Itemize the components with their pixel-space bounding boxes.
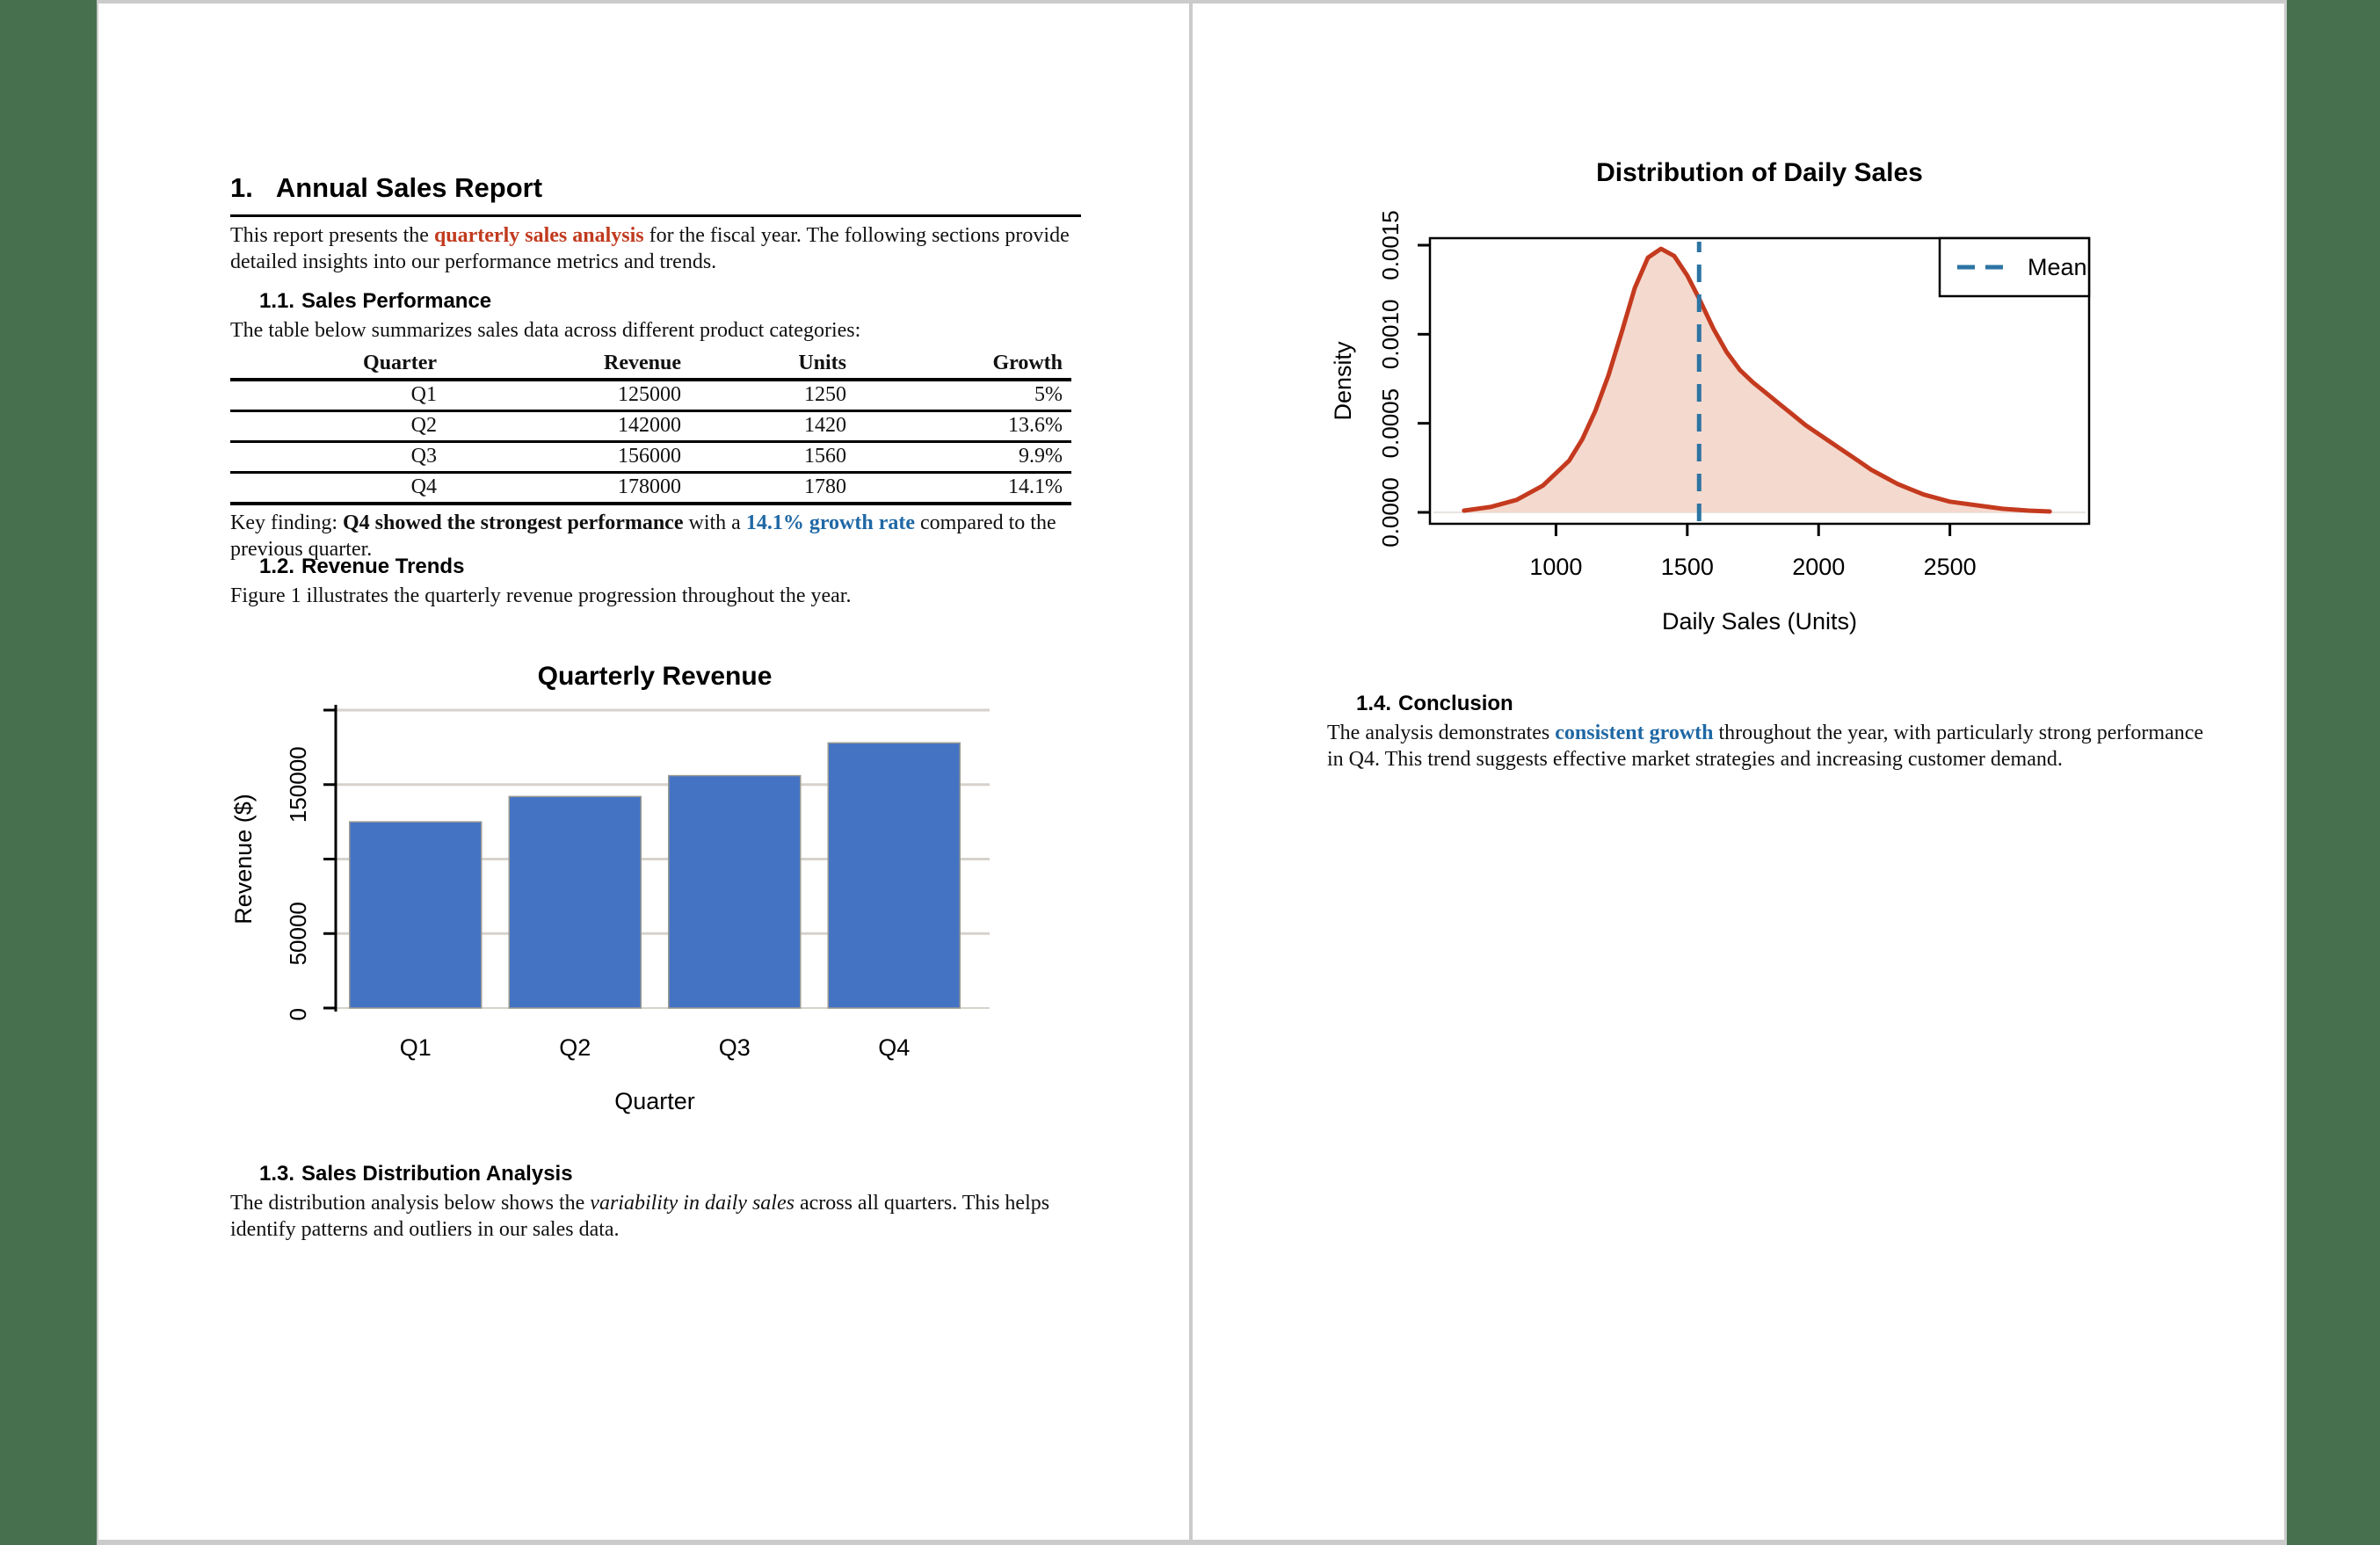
document-viewer <box>97 0 2287 1545</box>
table-header-cell: Revenue <box>446 350 690 380</box>
table-row <box>230 442 1071 473</box>
table-cell: Q1 <box>230 380 446 411</box>
document-page-1 <box>98 4 1189 1540</box>
s13-post: across all quarters. This helps identify patterns and outliers in our sales data. <box>230 1192 1050 1241</box>
table-cell: 178000 <box>446 473 690 504</box>
table-cell: 14.1% <box>855 473 1071 504</box>
s14-highlight: consistent growth <box>1555 722 1714 744</box>
report-title-number: 1. <box>230 172 253 203</box>
s13-pre: The distribution analysis below shows the <box>230 1192 591 1215</box>
table-header-cell: Units <box>690 350 855 380</box>
x-tick-label: 2500 <box>1923 554 1977 580</box>
report-title <box>230 172 542 204</box>
key-finding-bold: Q4 showed the strongest performance <box>342 511 684 534</box>
x-tick-label: 1000 <box>1529 554 1583 580</box>
x-tick-label: 2000 <box>1792 554 1846 580</box>
s14-post: throughout the year, with particularly strong performance in Q4. This trend suggests effective market strategies and increasing customer demand. <box>1327 722 2204 771</box>
bar-q2 <box>509 796 641 1008</box>
bar-q4 <box>828 743 960 1008</box>
table-cell: 9.9% <box>855 442 1071 473</box>
intro-post: for the fiscal year. The following sections provide detailed insights into our performance metrics and trends. <box>230 224 1070 273</box>
y-tick-label: 0.0010 <box>1377 299 1404 370</box>
table-cell: Q4 <box>230 473 446 504</box>
y-tick-label: 0.0015 <box>1377 210 1404 280</box>
key-finding-highlight: 14.1% growth rate <box>745 511 916 534</box>
key-finding-pre: Key finding: <box>230 511 343 534</box>
x-category-label: Q3 <box>718 1034 751 1061</box>
report-title-text: Annual Sales Report <box>275 172 543 203</box>
x-category-label: Q2 <box>559 1034 591 1061</box>
table-cell: 1780 <box>690 473 855 504</box>
table-header-row <box>230 350 1071 380</box>
table-cell: 125000 <box>446 380 690 411</box>
section-1-3-number: 1.3. <box>259 1162 295 1186</box>
sales-table <box>230 350 1071 505</box>
section-1-4-number: 1.4. <box>1356 692 1392 715</box>
chart-title: Distribution of Daily Sales <box>1596 158 1923 187</box>
table-cell: Q3 <box>230 442 446 473</box>
section-1-1-number: 1.1. <box>259 289 295 313</box>
sales-table-header <box>230 350 1071 380</box>
table-cell: 13.6% <box>855 411 1071 442</box>
table-cell: 156000 <box>446 442 690 473</box>
section-1-1-heading <box>259 289 491 314</box>
section-1-1-title: Sales Performance <box>301 289 492 313</box>
x-axis-title: Quarter <box>614 1088 695 1114</box>
table-cell: 1560 <box>690 442 855 473</box>
section-1-2-paragraph: Figure 1 illustrates the quarterly revenue progression throughout the year. <box>230 584 852 607</box>
bar-q1 <box>350 822 482 1008</box>
section-1-2-title: Revenue Trends <box>301 555 465 578</box>
quarterly-revenue-chart <box>221 645 1083 1155</box>
x-category-label: Q1 <box>399 1034 432 1061</box>
intro-paragraph <box>230 222 1100 275</box>
y-tick-label: 0.0000 <box>1377 477 1404 548</box>
table-row <box>230 411 1071 442</box>
key-finding-post: compared to the previous quarter. <box>230 511 1056 561</box>
bar-q3 <box>669 776 801 1008</box>
intro-highlight: quarterly sales analysis <box>433 224 644 247</box>
y-tick-label: 50000 <box>285 902 311 966</box>
table-cell: 1420 <box>690 411 855 442</box>
section-1-4-title: Conclusion <box>1398 692 1513 715</box>
x-tick-label: 1500 <box>1660 554 1714 580</box>
section-1-3-heading <box>259 1162 573 1186</box>
table-cell: 142000 <box>446 411 690 442</box>
section-1-2-number: 1.2. <box>259 555 295 578</box>
y-tick-label: 0.0005 <box>1377 388 1404 459</box>
table-header-cell: Quarter <box>230 350 446 380</box>
y-tick-label: 150000 <box>285 746 311 823</box>
table-row <box>230 380 1071 411</box>
section-1-1-paragraph: The table below summarizes sales data across different product categories: <box>230 319 861 342</box>
y-axis-title: Revenue ($) <box>230 794 257 925</box>
legend-label: Mean <box>2028 254 2087 280</box>
chart-title: Quarterly Revenue <box>537 662 773 691</box>
s14-pre: The analysis demonstrates <box>1327 722 1556 744</box>
sales-table-body <box>230 380 1071 504</box>
table-cell: 5% <box>855 380 1071 411</box>
daily-sales-distribution-chart <box>1324 135 2256 680</box>
section-1-4-paragraph <box>1327 720 2215 772</box>
s13-italic: variability in daily sales <box>590 1192 795 1215</box>
intro-pre: This report presents the <box>230 224 434 247</box>
x-axis-title: Daily Sales (Units) <box>1661 608 1858 635</box>
y-tick-label: 0 <box>285 1008 311 1021</box>
section-1-3-paragraph <box>230 1190 1118 1243</box>
y-axis-title: Density <box>1330 341 1356 421</box>
document-page-2 <box>1193 4 2284 1540</box>
table-header-cell: Growth <box>855 350 1071 380</box>
table-row <box>230 473 1071 504</box>
section-1-2-heading <box>259 555 464 579</box>
table-cell: Q2 <box>230 411 446 442</box>
table-cell: 1250 <box>690 380 855 411</box>
section-1-4-heading <box>1356 692 1513 716</box>
key-finding-mid: with a <box>683 511 746 534</box>
section-1-3-title: Sales Distribution Analysis <box>301 1162 573 1186</box>
x-category-label: Q4 <box>878 1034 911 1061</box>
title-rule <box>230 214 1081 217</box>
